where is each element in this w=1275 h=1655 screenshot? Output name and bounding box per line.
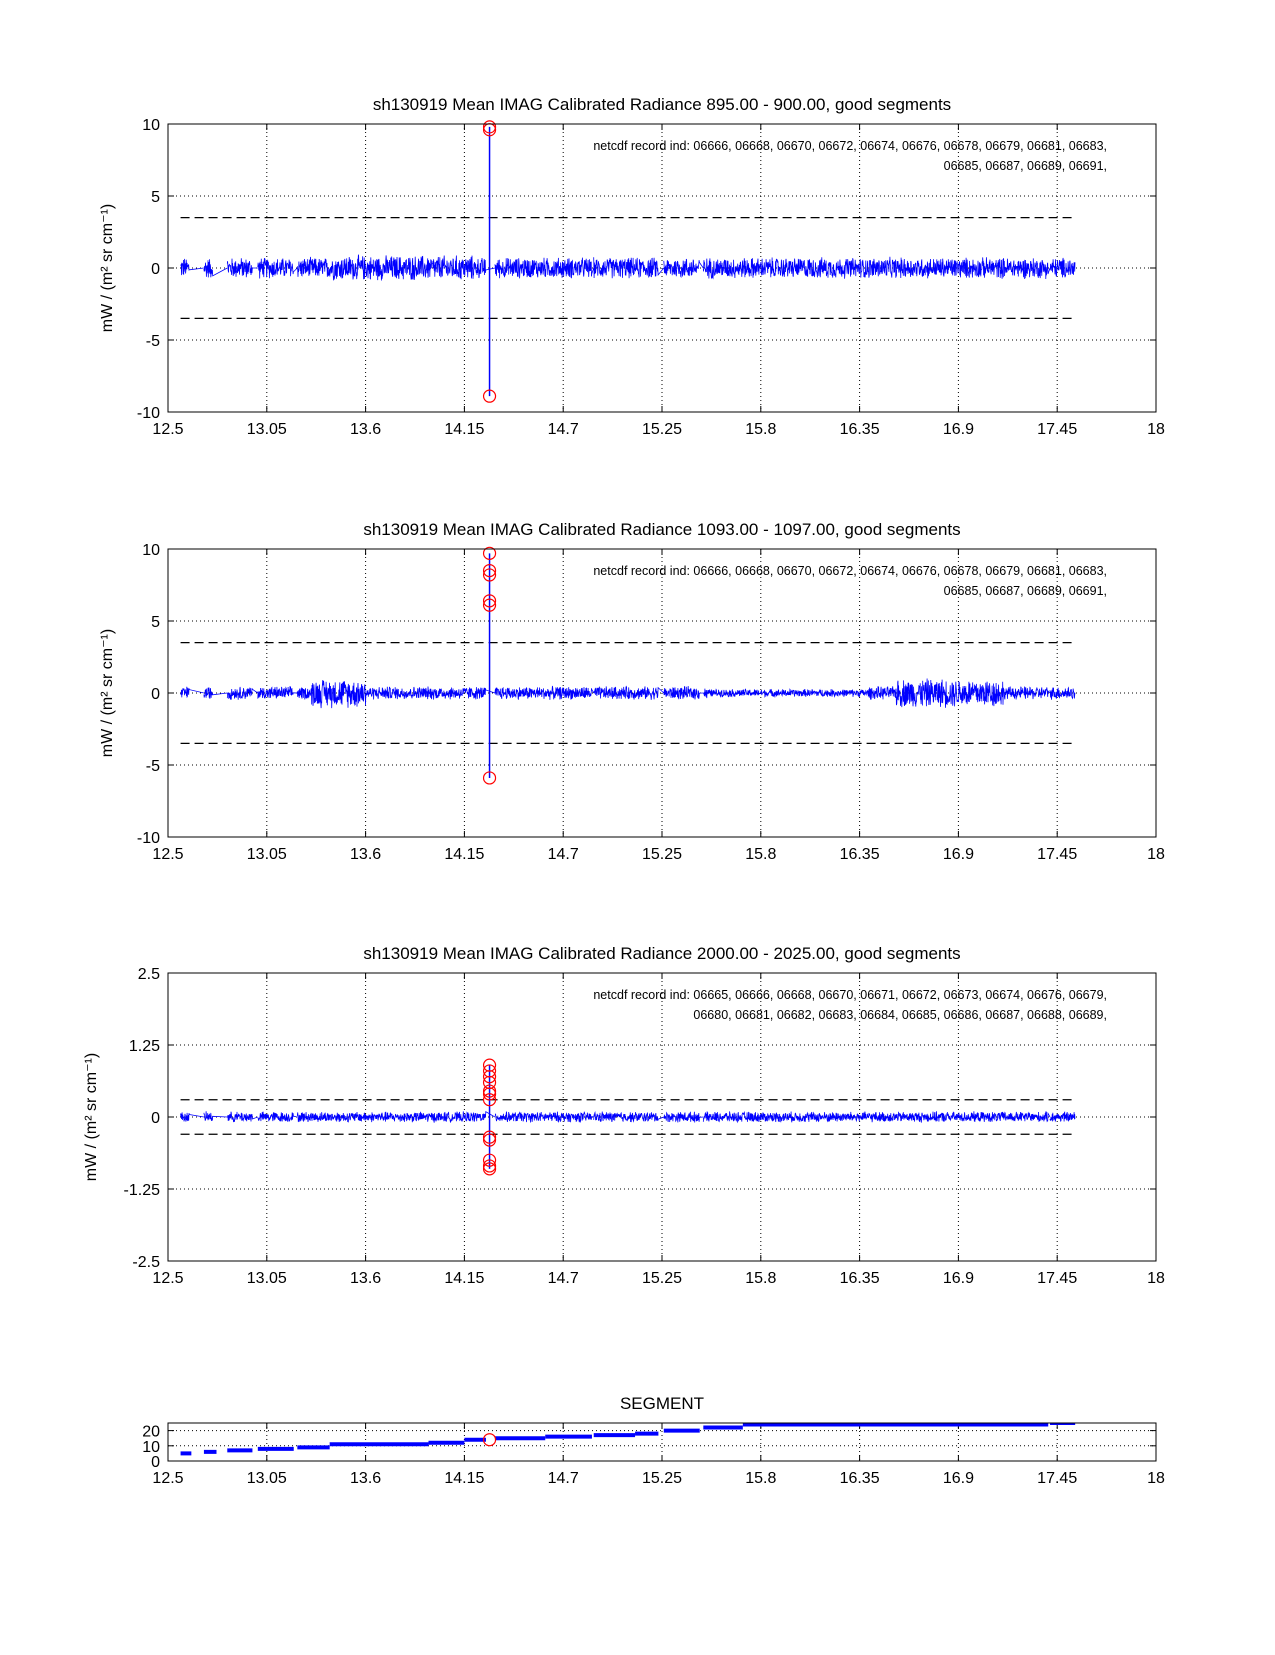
x-tick-label: 14.7 xyxy=(547,1470,579,1487)
chart-panel-1 xyxy=(99,95,1165,438)
y-tick-label: -10 xyxy=(136,405,160,422)
x-tick-label: 17.45 xyxy=(1037,421,1078,438)
annotation-line-2: 06680, 06681, 06682, 06683, 06684, 06685, 06686, 06687, 06688, 06689, xyxy=(693,1008,1107,1022)
x-tick-label: 16.35 xyxy=(839,846,880,863)
x-tick-label: 15.8 xyxy=(745,421,777,438)
x-tick-label: 15.25 xyxy=(641,1470,683,1487)
x-tick-label: 14.15 xyxy=(444,1270,485,1287)
x-tick-label: 16.35 xyxy=(839,1270,880,1287)
y-tick-label: 0 xyxy=(151,261,160,278)
x-tick-label: 18 xyxy=(1147,1270,1165,1287)
y-tick-label: -1.25 xyxy=(123,1182,160,1199)
x-tick-label: 15.8 xyxy=(745,846,777,863)
annotation-line-2: 06685, 06687, 06689, 06691, xyxy=(943,159,1107,173)
x-tick-label: 16.35 xyxy=(839,421,880,438)
y-tick-label: -5 xyxy=(145,758,160,775)
y-axis-label: mW / (m² sr cm⁻¹) xyxy=(83,1052,100,1182)
x-tick-label: 12.5 xyxy=(152,846,184,863)
x-tick-label: 15.25 xyxy=(641,1270,683,1287)
annotation-line-2: 06685, 06687, 06689, 06691, xyxy=(943,584,1107,598)
y-tick-label: 2.5 xyxy=(137,966,160,983)
y-tick-label: 10 xyxy=(142,117,160,134)
chart-panel-3 xyxy=(83,944,1165,1287)
x-tick-label: 16.9 xyxy=(942,1270,974,1287)
x-tick-label: 16.9 xyxy=(942,1470,974,1487)
y-tick-label: 0 xyxy=(151,1110,160,1127)
x-tick-label: 15.25 xyxy=(641,846,683,863)
x-tick-label: 18 xyxy=(1147,1470,1165,1487)
y-tick-label: 10 xyxy=(142,1438,160,1456)
x-tick-label: 12.5 xyxy=(152,421,184,438)
annotation-line-1: netcdf record ind: 06665, 06666, 06668, 06670, 06671, 06672, 06673, 06674, 06676, 06679, xyxy=(593,988,1107,1002)
y-tick-label: 0 xyxy=(151,686,160,703)
x-tick-label: 16.35 xyxy=(839,1470,880,1487)
x-tick-label: 14.7 xyxy=(547,1270,579,1287)
x-tick-label: 13.05 xyxy=(246,1470,287,1487)
x-tick-label: 14.15 xyxy=(444,846,485,863)
x-tick-label: 16.9 xyxy=(942,421,974,438)
y-tick-label: -10 xyxy=(136,830,160,847)
x-tick-label: 15.8 xyxy=(745,1270,777,1287)
y-tick-label: -5 xyxy=(145,333,160,350)
y-tick-label: 1.25 xyxy=(128,1038,160,1055)
x-tick-label: 14.15 xyxy=(444,1470,485,1487)
chart-title: sh130919 Mean IMAG Calibrated Radiance 895.00 - 900.00, good segments xyxy=(372,95,952,114)
y-tick-label: 20 xyxy=(142,1423,160,1441)
chart-title: sh130919 Mean IMAG Calibrated Radiance 1093.00 - 1097.00, good segments xyxy=(363,520,961,539)
x-tick-label: 18 xyxy=(1147,421,1165,438)
x-tick-label: 12.5 xyxy=(152,1270,184,1287)
x-tick-label: 14.7 xyxy=(547,421,579,438)
x-tick-label: 13.05 xyxy=(246,1270,287,1287)
x-tick-label: 13.05 xyxy=(246,846,287,863)
series-radiance xyxy=(181,679,1075,709)
series-radiance xyxy=(181,255,1075,280)
x-tick-label: 13.6 xyxy=(350,421,382,438)
chart-panel-2 xyxy=(99,520,1165,863)
plot-area xyxy=(181,127,1076,396)
x-tick-label: 15.25 xyxy=(641,421,683,438)
x-tick-label: 17.45 xyxy=(1037,1470,1078,1487)
x-tick-label: 12.5 xyxy=(152,1470,184,1487)
y-tick-label: 5 xyxy=(151,614,160,631)
y-tick-label: 10 xyxy=(142,542,160,559)
x-tick-label: 13.6 xyxy=(350,846,382,863)
x-tick-label: 17.45 xyxy=(1037,1270,1078,1287)
chart-panel-4 xyxy=(142,1394,1165,1487)
plot-area xyxy=(181,1423,1076,1453)
chart-title: sh130919 Mean IMAG Calibrated Radiance 2000.00 - 2025.00, good segments xyxy=(363,944,961,963)
annotation-line-1: netcdf record ind: 06666, 06668, 06670, 06672, 06674, 06676, 06678, 06679, 06681, 06683, xyxy=(593,564,1107,578)
x-tick-label: 14.7 xyxy=(547,846,579,863)
x-tick-label: 14.15 xyxy=(444,421,485,438)
x-tick-label: 13.05 xyxy=(246,421,287,438)
plot-area xyxy=(181,553,1076,778)
y-tick-label: 5 xyxy=(151,189,160,206)
y-tick-label: 0 xyxy=(151,1454,160,1471)
y-axis-label: mW / (m² sr cm⁻¹) xyxy=(99,628,116,758)
x-tick-label: 13.6 xyxy=(350,1470,382,1487)
x-tick-label: 13.6 xyxy=(350,1270,382,1287)
y-axis-label: mW / (m² sr cm⁻¹) xyxy=(99,203,116,333)
y-tick-label: -2.5 xyxy=(132,1254,160,1271)
annotation-line-1: netcdf record ind: 06666, 06668, 06670, 06672, 06674, 06676, 06678, 06679, 06681, 06683, xyxy=(593,139,1107,153)
chart-title: SEGMENT xyxy=(619,1394,705,1413)
x-tick-label: 17.45 xyxy=(1037,846,1078,863)
x-tick-label: 18 xyxy=(1147,846,1165,863)
x-tick-label: 15.8 xyxy=(745,1470,777,1487)
x-tick-label: 16.9 xyxy=(942,846,974,863)
